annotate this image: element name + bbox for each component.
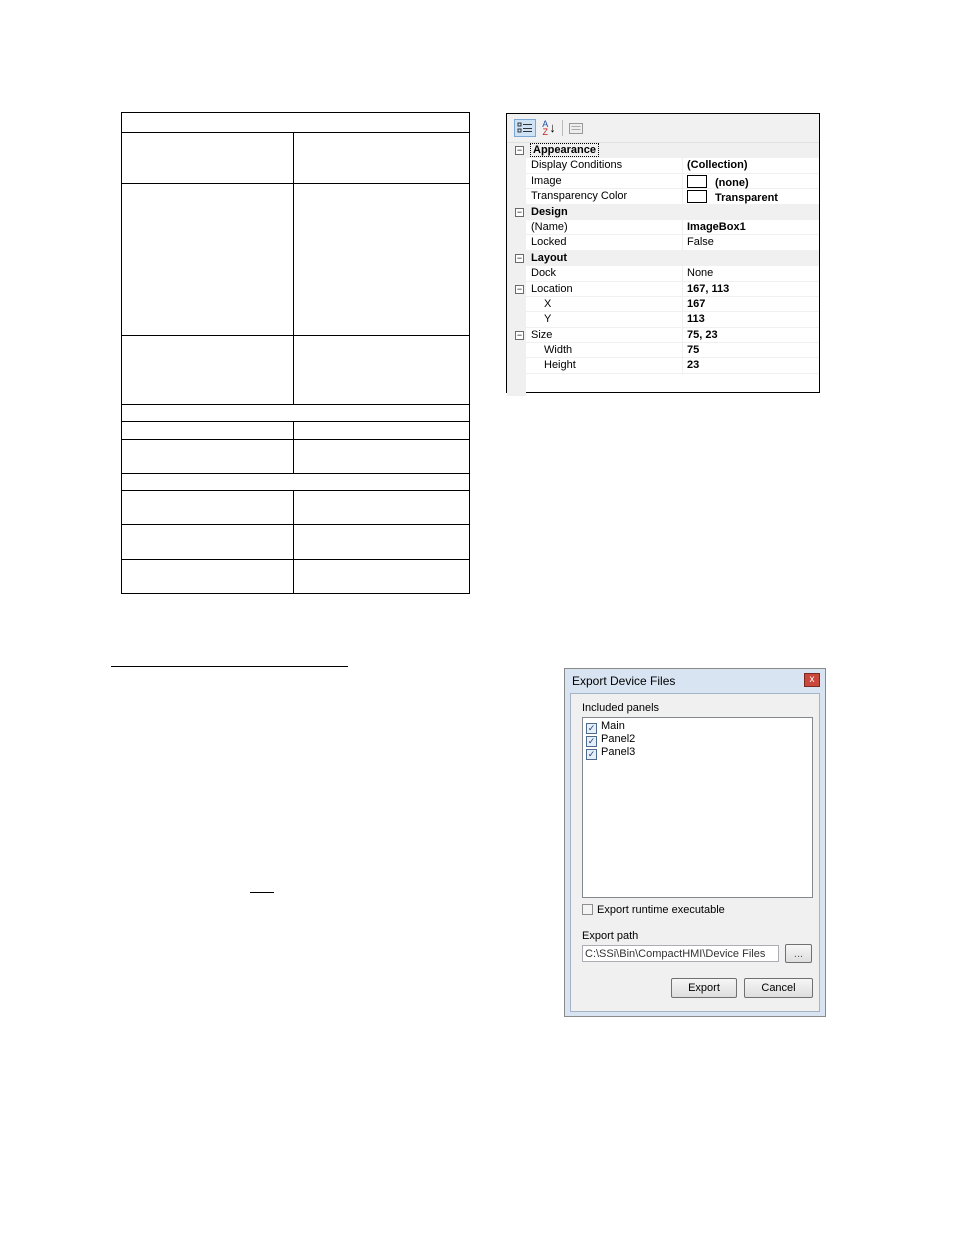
table-cell xyxy=(122,560,294,594)
column-divider xyxy=(682,220,683,234)
property-label: Transparency Color xyxy=(531,190,628,203)
property-value-container[interactable] xyxy=(687,190,778,204)
row-gutter xyxy=(507,312,526,326)
property-label: Size xyxy=(531,328,553,341)
property-row[interactable] xyxy=(507,189,819,204)
table-row xyxy=(122,525,470,560)
category-layout[interactable] xyxy=(507,251,819,266)
table-cell xyxy=(294,184,470,336)
category-label: Layout xyxy=(531,251,568,264)
included-panels-list[interactable] xyxy=(582,717,813,898)
close-icon[interactable]: x xyxy=(804,673,820,687)
table-cell xyxy=(294,336,470,405)
color-swatch xyxy=(687,190,707,203)
table-cell xyxy=(294,491,470,525)
property-value[interactable]: 75 xyxy=(687,344,700,357)
export-runtime-checkbox-row[interactable] xyxy=(582,904,725,916)
row-gutter xyxy=(507,266,526,280)
table-cell xyxy=(122,133,294,184)
row-gutter xyxy=(507,374,526,396)
row-gutter xyxy=(507,343,526,357)
table-cell xyxy=(122,113,470,133)
panel-label: Panel2 xyxy=(601,733,636,745)
panel-label: Main xyxy=(601,720,625,732)
row-gutter xyxy=(507,189,526,203)
export-path-label: Export path xyxy=(582,930,639,942)
list-item[interactable] xyxy=(586,746,635,759)
checkbox-checked-icon[interactable]: ✓ xyxy=(587,736,596,746)
export-runtime-label: Export runtime executable xyxy=(597,904,725,916)
table-row xyxy=(122,491,470,525)
table-row xyxy=(122,440,470,474)
property-label: Width xyxy=(544,344,573,357)
property-row[interactable] xyxy=(507,174,819,189)
export-device-files-dialog xyxy=(564,668,826,1017)
property-value-container[interactable] xyxy=(687,175,749,189)
toolbar-separator xyxy=(562,120,563,136)
property-grid-empty-area xyxy=(507,374,819,396)
category-design[interactable] xyxy=(507,205,819,220)
property-row[interactable] xyxy=(507,266,819,281)
export-button[interactable]: Export xyxy=(671,978,737,998)
table-cell xyxy=(294,525,470,560)
table-row xyxy=(122,336,470,405)
table-cell xyxy=(294,560,470,594)
property-label: Image xyxy=(531,174,562,187)
collapse-icon[interactable]: − xyxy=(516,252,523,263)
column-divider xyxy=(682,297,683,311)
row-gutter xyxy=(507,358,526,372)
table-row xyxy=(122,560,470,594)
list-item[interactable] xyxy=(586,720,625,733)
property-label: Locked xyxy=(531,236,567,249)
panel-label: Panel3 xyxy=(601,746,636,758)
column-divider xyxy=(682,266,683,280)
property-row[interactable] xyxy=(507,235,819,250)
column-divider xyxy=(682,235,683,249)
table-cell xyxy=(122,405,470,422)
property-row[interactable] xyxy=(507,158,819,173)
property-label: X xyxy=(544,297,552,310)
category-label: Appearance xyxy=(533,144,596,156)
sort-arrow-icon: ↓ xyxy=(549,120,556,135)
table-cell xyxy=(122,440,294,474)
property-row[interactable] xyxy=(507,220,819,235)
property-grid-toolbar xyxy=(507,114,819,143)
collapse-icon[interactable]: − xyxy=(516,206,523,217)
alphabetical-sort-icon[interactable] xyxy=(538,119,560,137)
property-pages-icon[interactable] xyxy=(565,119,587,137)
table-cell xyxy=(294,440,470,474)
cancel-button[interactable]: Cancel xyxy=(744,978,813,998)
category-label: Design xyxy=(531,205,568,218)
column-divider xyxy=(682,328,683,342)
included-panels-label: Included panels xyxy=(582,702,660,714)
property-grid xyxy=(506,113,820,393)
property-row[interactable] xyxy=(507,358,819,373)
property-value: (none) xyxy=(715,176,749,189)
table-row xyxy=(122,113,470,133)
table-row xyxy=(122,422,470,440)
property-label: Y xyxy=(544,313,552,326)
property-label: (Name) xyxy=(531,220,568,233)
column-divider xyxy=(682,343,683,357)
collapse-icon[interactable]: − xyxy=(516,329,523,340)
browse-button[interactable]: ... xyxy=(785,944,812,963)
dialog-titlebar[interactable] xyxy=(565,669,825,693)
property-value[interactable]: 113 xyxy=(687,313,705,326)
table-cell xyxy=(122,491,294,525)
property-label: Dock xyxy=(531,267,557,280)
table-row xyxy=(122,133,470,184)
property-label: Height xyxy=(544,359,576,372)
column-divider xyxy=(682,158,683,172)
table-row xyxy=(122,184,470,336)
category-appearance[interactable] xyxy=(507,143,819,158)
row-gutter xyxy=(507,158,526,172)
column-divider xyxy=(682,282,683,296)
property-row[interactable] xyxy=(507,297,819,312)
checkbox-checked-icon[interactable]: ✓ xyxy=(587,749,596,759)
property-row[interactable] xyxy=(507,328,819,343)
property-value[interactable]: ImageBox1 xyxy=(687,220,746,233)
document-table xyxy=(121,112,470,594)
table-cell xyxy=(122,336,294,405)
dialog-body xyxy=(570,693,820,1012)
table-cell xyxy=(122,474,470,491)
column-divider xyxy=(682,358,683,372)
table-cell xyxy=(294,422,470,440)
property-value[interactable]: 167, 113 xyxy=(687,282,730,295)
property-label: Location xyxy=(531,282,573,295)
section-heading-underline xyxy=(111,666,348,667)
collapse-icon[interactable]: − xyxy=(516,283,523,294)
property-row[interactable] xyxy=(507,343,819,358)
alpha-glyph-a: A xyxy=(542,119,549,129)
table-cell xyxy=(122,422,294,440)
property-value[interactable]: False xyxy=(687,236,714,249)
table-row xyxy=(122,474,470,491)
property-row[interactable] xyxy=(507,312,819,327)
table-cell xyxy=(122,525,294,560)
row-gutter xyxy=(507,297,526,311)
collapse-icon[interactable]: − xyxy=(516,145,523,155)
export-runtime-checkbox[interactable] xyxy=(582,904,593,915)
property-label: Display Conditions xyxy=(531,159,623,172)
categorized-view-icon[interactable] xyxy=(514,119,536,137)
column-divider xyxy=(682,189,683,203)
inline-underline xyxy=(250,892,274,893)
table-cell xyxy=(294,133,470,184)
property-row[interactable] xyxy=(507,282,819,297)
property-value[interactable]: 23 xyxy=(687,359,700,372)
row-gutter xyxy=(507,235,526,249)
property-value[interactable]: 75, 23 xyxy=(687,328,718,341)
property-value[interactable]: None xyxy=(687,267,714,280)
alpha-glyph-z: Z xyxy=(542,127,548,137)
image-swatch xyxy=(687,175,707,188)
list-item[interactable] xyxy=(586,733,635,746)
column-divider xyxy=(682,174,683,188)
checkbox-checked-icon[interactable]: ✓ xyxy=(587,723,596,733)
column-divider xyxy=(682,312,683,326)
property-value: Transparent xyxy=(715,192,778,205)
property-value[interactable]: (Collection) xyxy=(687,159,748,172)
row-gutter xyxy=(507,174,526,188)
property-value[interactable]: 167 xyxy=(687,297,706,310)
row-gutter xyxy=(507,220,526,234)
table-row xyxy=(122,405,470,422)
export-path-input[interactable] xyxy=(582,945,779,962)
dialog-title: Export Device Files xyxy=(572,674,676,688)
table-cell xyxy=(122,184,294,336)
